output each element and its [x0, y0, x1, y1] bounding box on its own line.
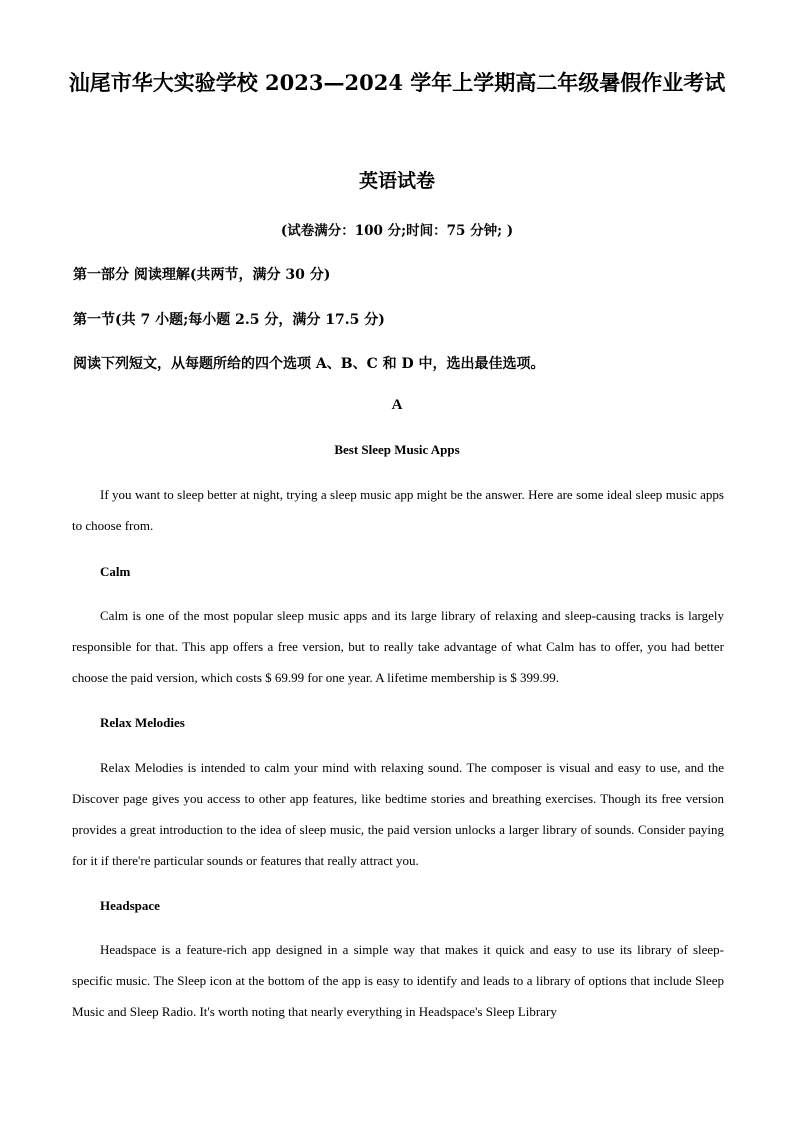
- subject-title: 英语试卷: [358, 170, 435, 192]
- intro-paragraph: If you want to sleep better at night, trying a sleep music app might be the answer. Here are some ideal sleep music apps to choose from.: [72, 487, 724, 533]
- part-heading: 第一部分 阅读理解(共两节，满分 30 分): [73, 267, 331, 283]
- app-paragraph-relax-melodies: Relax Melodies is intended to calm your mind with relaxing sound. The composer is visual and easy to use, and the Discover page gives you access to other app features, like bedtime stories and breathing exercises. Though its free version provides a great introduction to the idea of sleep music, the paid version unlocks a larger library of sounds. Consider paying for it if there're particular sounds or features that really attract you.: [72, 760, 724, 868]
- exam-info: (试卷满分：100 分;时间：75 分钟; ): [280, 223, 514, 239]
- passage-title: Best Sleep Music Apps: [334, 442, 460, 457]
- app-paragraph-calm: Calm is one of the most popular sleep music apps and its large library of relaxing and sleep-causing tracks is largely responsible for that. This app offers a free version, but to really take advantage of what Calm has to offer, you had better choose the paid version, which costs $ 69.99 for one year. A lifetime membership is $ 399.99.: [72, 608, 724, 685]
- passage-letter: A: [391, 397, 403, 413]
- directions: 阅读下列短文，从每题所给的四个选项 A、B、C 和 D 中，选出最佳选项。: [73, 356, 545, 372]
- app-paragraph-headspace: Headspace is a feature-rich app designed in a simple way that makes it quick and easy to use its library of sleep-specific music. The Sleep icon at the bottom of the app is easy to identify and leads to a library of options that include Sleep Music and Sleep Radio. It's worth noting that nearly everything in Headspace's Sleep Library: [72, 942, 724, 1019]
- app-heading-calm: Calm: [100, 564, 131, 579]
- app-heading-headspace: Headspace: [100, 898, 160, 913]
- section-heading: 第一节(共 7 小题;每小题 2.5 分，满分 17.5 分): [73, 312, 385, 328]
- exam-title: 汕尾市华大实验学校 2023—2024 学年上学期高二年级暑假作业考试: [68, 70, 726, 95]
- app-heading-relax-melodies: Relax Melodies: [100, 715, 185, 730]
